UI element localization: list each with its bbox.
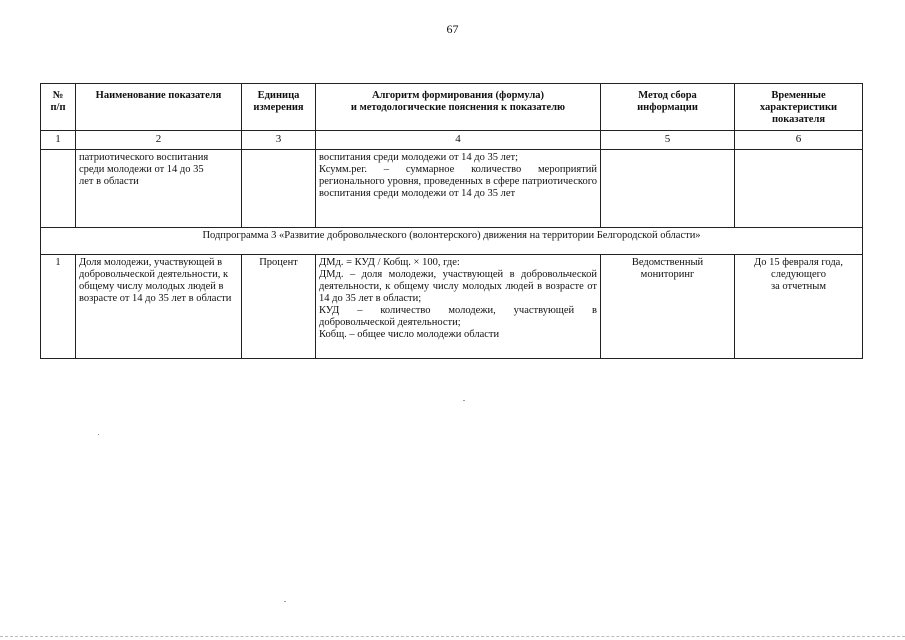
scan-speck [284, 601, 286, 602]
header-unit: Единица измерения [242, 84, 316, 131]
header-indicator-name: Наименование показателя [76, 84, 242, 131]
column-number: 6 [735, 131, 863, 150]
column-number: 2 [76, 131, 242, 150]
header-timing: Временные характеристики показателя [735, 84, 863, 131]
cell-timing [735, 150, 863, 228]
column-number: 1 [41, 131, 76, 150]
subprogram-row [41, 228, 863, 255]
table-row [41, 255, 863, 359]
indicator-table [40, 83, 863, 359]
subprogram-title: Подпрограмма 3 «Развитие добровольческого (волонтерского) движения на территории Белгородской области» [41, 228, 863, 255]
column-number: 3 [242, 131, 316, 150]
cell-unit [242, 150, 316, 228]
scan-speck [98, 434, 99, 435]
cell-timing: До 15 февраля года, следующего за отчетным [735, 255, 863, 359]
column-number: 5 [601, 131, 735, 150]
cell-indicator-name: патриотического воспитания среди молодежи от 14 до 35 лет в области [76, 150, 242, 228]
header-method: Метод сбора информации [601, 84, 735, 131]
column-number: 4 [316, 131, 601, 150]
scan-speck [463, 400, 465, 401]
cell-method: Ведомственный мониторинг [601, 255, 735, 359]
cell-number [41, 150, 76, 228]
cell-indicator-name: Доля молодежи, участвующей в добровольческой деятельности, к общему числу молодых людей в возрасте от 14 до 35 лет в области [76, 255, 242, 359]
table-header-row [41, 84, 863, 131]
table-row-continuation [41, 150, 863, 228]
header-number: № п/п [41, 84, 76, 131]
scan-edge [0, 636, 905, 638]
cell-method [601, 150, 735, 228]
cell-number: 1 [41, 255, 76, 359]
cell-algorithm: ДМд. = КУД / Кобщ. × 100, где: ДМд. – доля молодежи, участвующей в добровольческой деятельности, к общему числу молодых людей в возрасте от 14 до 35 лет в области; КУД – количество молодежи, участвующей в добровольческой деятельности; Кобщ. – общее число молодежи области [316, 255, 601, 359]
cell-unit: Процент [242, 255, 316, 359]
column-numbers-row [41, 131, 863, 150]
page-number: 67 [446, 22, 459, 36]
header-algorithm: Алгоритм формирования (формула) и методологические пояснения к показателю [316, 84, 601, 131]
cell-algorithm: воспитания среди молодежи от 14 до 35 лет; Ксумм.рег. – суммарное количество мероприятий регионального уровня, проведенных в сфере патриотического воспитания среди молодежи от 14 до 35 лет [316, 150, 601, 228]
